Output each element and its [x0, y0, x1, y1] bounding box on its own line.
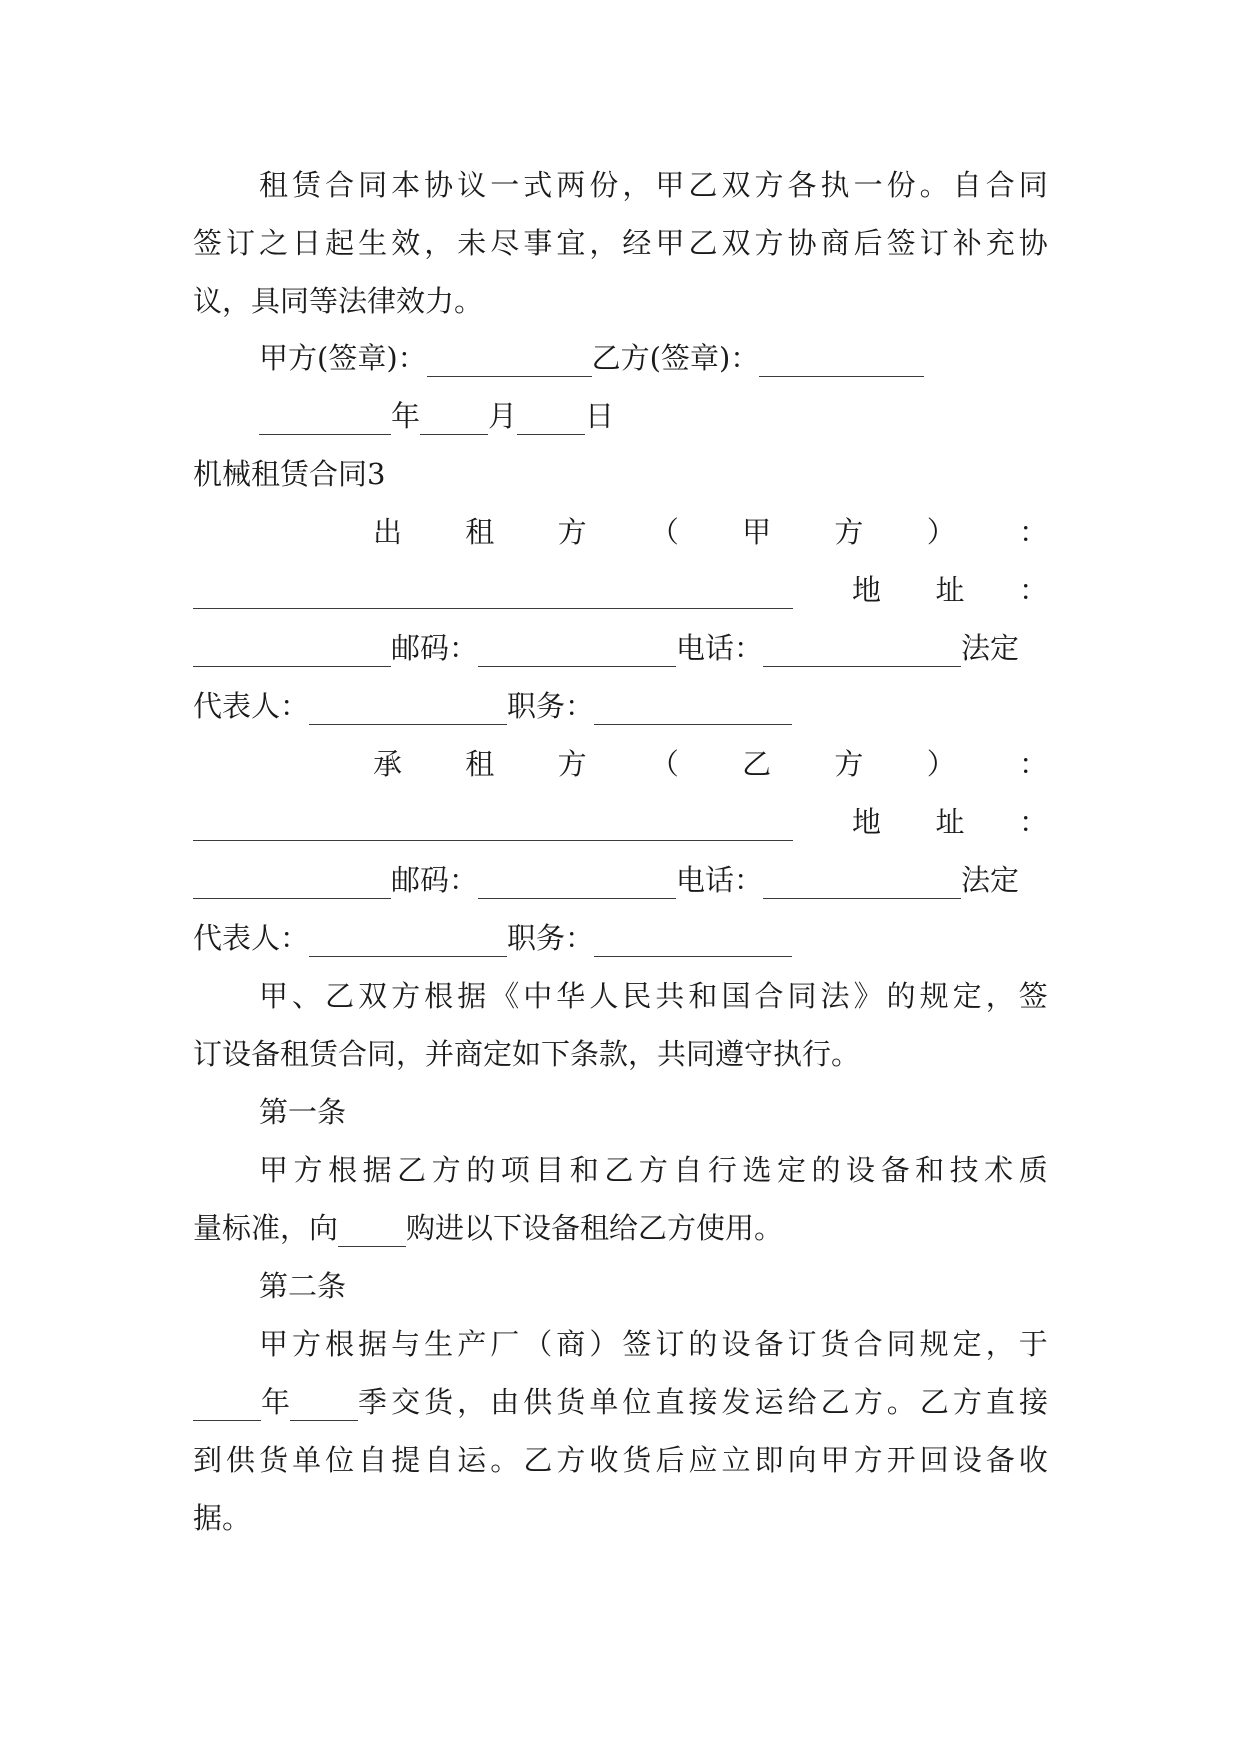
lessor-heading-char: ） — [926, 515, 956, 549]
text-char: 同 — [787, 979, 817, 1013]
text-char: 华 — [556, 979, 586, 1013]
text-char: 订 — [655, 1327, 685, 1361]
text-char: 据 — [457, 979, 487, 1013]
text-char: 后 — [853, 226, 883, 260]
para-closing-line-3: 议，具同等法律效力。 — [193, 284, 484, 318]
text-char: 定 — [952, 979, 982, 1013]
text-char: 订 — [226, 226, 256, 260]
text-char: 据 — [362, 1153, 392, 1187]
text-char: 备 — [985, 1443, 1015, 1477]
text-char: 生 — [358, 226, 388, 260]
text-char: 收 — [589, 1443, 619, 1477]
text-char: 法 — [820, 979, 850, 1013]
text-char: 的 — [466, 1153, 496, 1187]
day-blank — [517, 398, 585, 435]
text-char: 订 — [787, 1327, 817, 1361]
text-char: 签 — [1018, 979, 1048, 1013]
text-char: 项 — [500, 1153, 530, 1187]
text-char: 货 — [820, 1327, 850, 1361]
text-char: 技 — [949, 1153, 979, 1187]
text-char: 商 — [820, 226, 850, 260]
text-char: 国 — [721, 979, 751, 1013]
text-char: 签 — [886, 226, 916, 260]
text-char: 。 — [886, 1385, 916, 1419]
text-char: 向 — [787, 1443, 817, 1477]
lessor-heading-char: 甲 — [742, 515, 772, 549]
text-char: 自 — [673, 1153, 703, 1187]
text-char: 乙 — [523, 1443, 553, 1477]
text-char: 规 — [919, 979, 949, 1013]
text-char: 提 — [391, 1443, 421, 1477]
text-char: 和 — [915, 1153, 945, 1187]
lessor-address-label — [852, 565, 1048, 615]
article-2-title: 第二条 — [259, 1269, 347, 1303]
lessor-heading-char: 方 — [834, 515, 864, 549]
text-char: 尽 — [490, 226, 520, 260]
text-char: 季 — [358, 1385, 388, 1419]
article-1-line-1 — [193, 1145, 1048, 1195]
text-char: 未 — [457, 226, 487, 260]
text-char: 充 — [985, 226, 1015, 260]
delivery-year-blank — [193, 1384, 261, 1421]
article-2-line-1 — [193, 1319, 1048, 1369]
lessor-heading — [193, 507, 1048, 557]
signature-line — [193, 333, 1048, 383]
month-blank — [420, 398, 488, 435]
text-char: 交 — [391, 1385, 421, 1419]
text-char: 目 — [535, 1153, 565, 1187]
text-char: 即 — [754, 1443, 784, 1477]
text-char: 方 — [293, 1153, 323, 1187]
party-a-sign-label: 甲方(签章)： — [259, 341, 427, 375]
text-char: 给 — [787, 1385, 817, 1419]
lessee-contact-line — [193, 855, 1048, 905]
text-char: 协 — [787, 226, 817, 260]
text-char: 甲 — [259, 979, 289, 1013]
text-char: 甲 — [259, 1327, 289, 1361]
text-char: 供 — [226, 1443, 256, 1477]
text-char: 接 — [688, 1385, 718, 1419]
text-char: 两 — [556, 168, 586, 202]
text-char: 的 — [886, 979, 916, 1013]
year-label: 年 — [391, 399, 421, 433]
text-char: 甲 — [259, 1153, 289, 1187]
text-char: 发 — [721, 1385, 751, 1419]
text-char: 各 — [787, 168, 817, 202]
text-char: 事 — [523, 226, 553, 260]
lessor-address-char: ： — [1018, 573, 1048, 607]
intro-line-2: 订设备租赁合同，并商定如下条款，共同遵守执行。 — [193, 1037, 861, 1071]
text-char: 后 — [655, 1443, 685, 1477]
text-char: 合 — [325, 168, 355, 202]
text-char: 效 — [391, 226, 421, 260]
text-char: 备 — [880, 1153, 910, 1187]
text-char: 起 — [325, 226, 355, 260]
lessee-heading-char: ） — [926, 747, 956, 781]
month-label: 月 — [488, 399, 518, 433]
lessor-address-blank — [193, 630, 391, 667]
text-char: 议 — [457, 168, 487, 202]
text-char: 执 — [820, 168, 850, 202]
text-char: 方 — [853, 1443, 883, 1477]
text-char: 中 — [523, 979, 553, 1013]
text-char: 》 — [853, 979, 883, 1013]
lessor-address-char: 地 — [852, 573, 882, 607]
text-char: 双 — [721, 226, 751, 260]
text-char: 厂 — [490, 1327, 520, 1361]
lessee-heading-char: 租 — [465, 747, 495, 781]
para-closing-line-1 — [193, 160, 1048, 210]
text-char: 和 — [688, 979, 718, 1013]
text-char: 甲 — [655, 168, 685, 202]
lessor-position-label: 职务： — [507, 689, 595, 723]
article-2-line-2 — [193, 1377, 1048, 1427]
lessor-address-char: 址 — [935, 573, 965, 607]
year-blank — [259, 398, 391, 435]
text-char: 与 — [391, 1327, 421, 1361]
lessee-heading-char: 乙 — [742, 747, 772, 781]
text-char: 自 — [358, 1443, 388, 1477]
text-char: 同 — [1018, 168, 1048, 202]
intro-line-1 — [193, 971, 1048, 1021]
text-char: 宜 — [556, 226, 586, 260]
text-char: 双 — [721, 168, 751, 202]
text-char: 乙 — [919, 1385, 949, 1419]
text-char: ， — [424, 226, 454, 260]
text-char: 协 — [424, 168, 454, 202]
text-char: 。 — [919, 168, 949, 202]
article-1-line-2-text-a: 量标准，向 — [193, 1211, 339, 1245]
text-char: 方 — [556, 1443, 586, 1477]
text-char: 方 — [754, 226, 784, 260]
lessor-heading-char: 方 — [557, 515, 587, 549]
para-closing-line-2 — [193, 218, 1048, 268]
text-char: 乙 — [604, 1153, 634, 1187]
text-char: 定 — [776, 1153, 806, 1187]
day-label: 日 — [585, 399, 615, 433]
text-char: 产 — [457, 1327, 487, 1361]
text-char: 规 — [919, 1327, 949, 1361]
lessor-heading-char: ： — [1018, 515, 1048, 549]
article-2-line-2-rest — [358, 1377, 1048, 1427]
text-char: 开 — [886, 1443, 916, 1477]
text-char: 接 — [1018, 1385, 1048, 1419]
lessee-postcode-blank — [478, 862, 676, 899]
text-char: ， — [985, 1327, 1015, 1361]
text-char: 。 — [490, 1443, 520, 1477]
text-char: 由 — [490, 1385, 520, 1419]
lessee-phone-blank — [763, 862, 961, 899]
text-char: 本 — [391, 168, 421, 202]
text-char: ， — [589, 226, 619, 260]
text-char: 一 — [490, 168, 520, 202]
lessee-legal-rep-label-a: 法定 — [961, 863, 1020, 897]
lessee-legal-rep-blank — [309, 920, 507, 957]
lessee-address-char: ： — [1018, 805, 1048, 839]
delivery-season-blank — [290, 1384, 358, 1421]
lessor-heading-char: 出 — [373, 515, 403, 549]
article-1-line-2 — [193, 1203, 1048, 1253]
lessor-postcode-label: 邮码： — [391, 631, 479, 665]
text-char: 单 — [292, 1443, 322, 1477]
text-char: 应 — [688, 1443, 718, 1477]
text-char: 方 — [952, 1385, 982, 1419]
text-char: 方 — [638, 1153, 668, 1187]
text-char: 同 — [358, 168, 388, 202]
text-char: 商 — [556, 1327, 586, 1361]
lessee-heading-char: 承 — [373, 747, 403, 781]
lessee-heading-char: 方 — [557, 747, 587, 781]
text-char: 直 — [985, 1385, 1015, 1419]
article-2-line-4: 据。 — [193, 1501, 252, 1535]
text-char: 租 — [259, 168, 289, 202]
text-char: 设 — [952, 1443, 982, 1477]
text-char: 设 — [846, 1153, 876, 1187]
lessee-address-char: 地 — [852, 805, 882, 839]
text-char: 根 — [424, 979, 454, 1013]
lessor-position-blank — [594, 688, 792, 725]
text-char: 运 — [754, 1385, 784, 1419]
text-char: 一 — [853, 168, 883, 202]
date-line — [193, 391, 1048, 441]
text-char: 共 — [655, 979, 685, 1013]
text-char: 、 — [292, 979, 322, 1013]
text-char: 的 — [688, 1327, 718, 1361]
section-title: 机械租赁合同3 — [193, 457, 386, 491]
lessee-name-blank — [193, 804, 793, 841]
lessee-address-line — [193, 797, 1048, 847]
text-char: 赁 — [292, 168, 322, 202]
text-char: 回 — [919, 1443, 949, 1477]
text-char: 备 — [754, 1327, 784, 1361]
text-char: 方 — [754, 168, 784, 202]
text-char: ） — [589, 1327, 619, 1361]
text-char: 根 — [328, 1153, 358, 1187]
text-char: 立 — [721, 1443, 751, 1477]
lessee-legal-rep-label-b: 代表人： — [193, 921, 310, 955]
delivery-year-label: 年 — [261, 1385, 291, 1419]
party-a-sign-blank — [427, 340, 592, 377]
article-1-title: 第一条 — [259, 1095, 347, 1129]
text-char: 经 — [622, 226, 652, 260]
article-2-line-3 — [193, 1435, 1048, 1485]
text-char: 供 — [523, 1385, 553, 1419]
text-char: ， — [622, 168, 652, 202]
text-char: 和 — [569, 1153, 599, 1187]
text-char: 协 — [1018, 226, 1048, 260]
lessor-phone-label: 电话： — [676, 631, 764, 665]
text-char: ， — [985, 979, 1015, 1013]
lessor-heading-char: 租 — [465, 515, 495, 549]
text-char: ， — [457, 1385, 487, 1419]
text-char: 根 — [325, 1327, 355, 1361]
text-char: （ — [523, 1327, 553, 1361]
text-char: 位 — [622, 1385, 652, 1419]
text-char: 到 — [193, 1443, 223, 1477]
text-char: 签 — [193, 226, 223, 260]
text-char: 补 — [952, 226, 982, 260]
lessor-rep-line — [193, 681, 1048, 731]
text-char: 方 — [853, 1385, 883, 1419]
text-char: 定 — [952, 1327, 982, 1361]
text-char: 据 — [358, 1327, 388, 1361]
lessee-heading-char: ： — [1018, 747, 1048, 781]
text-char: 乙 — [688, 168, 718, 202]
lessor-contact-line — [193, 623, 1048, 673]
text-char: 单 — [589, 1385, 619, 1419]
text-char: 合 — [754, 979, 784, 1013]
text-char: 份 — [886, 168, 916, 202]
text-char: 设 — [721, 1327, 751, 1361]
lessor-postcode-blank — [478, 630, 676, 667]
text-char: 货 — [622, 1443, 652, 1477]
text-char: 之 — [259, 226, 289, 260]
text-char: 份 — [589, 168, 619, 202]
text-char: 《 — [490, 979, 520, 1013]
text-char: 货 — [259, 1443, 289, 1477]
text-char: 日 — [292, 226, 322, 260]
lessee-address-label — [852, 797, 1048, 847]
lessee-postcode-label: 邮码： — [391, 863, 479, 897]
text-char: 选 — [742, 1153, 772, 1187]
text-char: 术 — [984, 1153, 1014, 1187]
text-char: 直 — [655, 1385, 685, 1419]
text-char: 自 — [952, 168, 982, 202]
text-char: 乙 — [820, 1385, 850, 1419]
text-char: 订 — [919, 226, 949, 260]
text-char: 运 — [457, 1443, 487, 1477]
party-b-sign-blank — [759, 340, 924, 377]
text-char: 质 — [1018, 1153, 1048, 1187]
supplier-blank — [338, 1210, 406, 1247]
lessor-heading-char: （ — [649, 515, 679, 549]
lessor-legal-rep-label-b: 代表人： — [193, 689, 310, 723]
text-char: 位 — [325, 1443, 355, 1477]
text-char: 乙 — [688, 226, 718, 260]
text-char: 式 — [523, 168, 553, 202]
article-1-line-2-text-b: 购进以下设备租给乙方使用。 — [406, 1211, 784, 1245]
lessee-phone-label: 电话： — [676, 863, 764, 897]
text-char: 甲 — [655, 226, 685, 260]
text-char: 合 — [985, 168, 1015, 202]
lessor-address-line — [193, 565, 1048, 615]
lessee-address-char: 址 — [935, 805, 965, 839]
text-char: 生 — [424, 1327, 454, 1361]
text-char: 方 — [391, 979, 421, 1013]
text-char: 收 — [1018, 1443, 1048, 1477]
text-char: 乙 — [397, 1153, 427, 1187]
text-char: 于 — [1018, 1327, 1048, 1361]
text-char: 方 — [431, 1153, 461, 1187]
text-char: 双 — [358, 979, 388, 1013]
lessor-legal-rep-label-a: 法定 — [961, 631, 1020, 665]
text-char: 方 — [292, 1327, 322, 1361]
lessor-name-blank — [193, 572, 793, 609]
lessee-rep-line — [193, 913, 1048, 963]
text-char: 同 — [886, 1327, 916, 1361]
text-char: 乙 — [325, 979, 355, 1013]
text-char: 的 — [811, 1153, 841, 1187]
lessee-heading-char: 方 — [834, 747, 864, 781]
lessor-phone-blank — [763, 630, 961, 667]
lessee-position-blank — [594, 920, 792, 957]
text-char: 货 — [424, 1385, 454, 1419]
text-char: 民 — [622, 979, 652, 1013]
lessor-legal-rep-blank — [309, 688, 507, 725]
lessee-heading — [193, 739, 1048, 789]
text-char: 签 — [622, 1327, 652, 1361]
text-char: 货 — [556, 1385, 586, 1419]
party-b-sign-label: 乙方(签章)： — [591, 341, 760, 375]
lessee-position-label: 职务： — [507, 921, 595, 955]
text-char: 自 — [424, 1443, 454, 1477]
lessee-heading-char: （ — [649, 747, 679, 781]
text-char: 甲 — [820, 1443, 850, 1477]
text-char: 人 — [589, 979, 619, 1013]
text-char: 合 — [853, 1327, 883, 1361]
text-char: 行 — [707, 1153, 737, 1187]
lessee-address-blank — [193, 862, 391, 899]
